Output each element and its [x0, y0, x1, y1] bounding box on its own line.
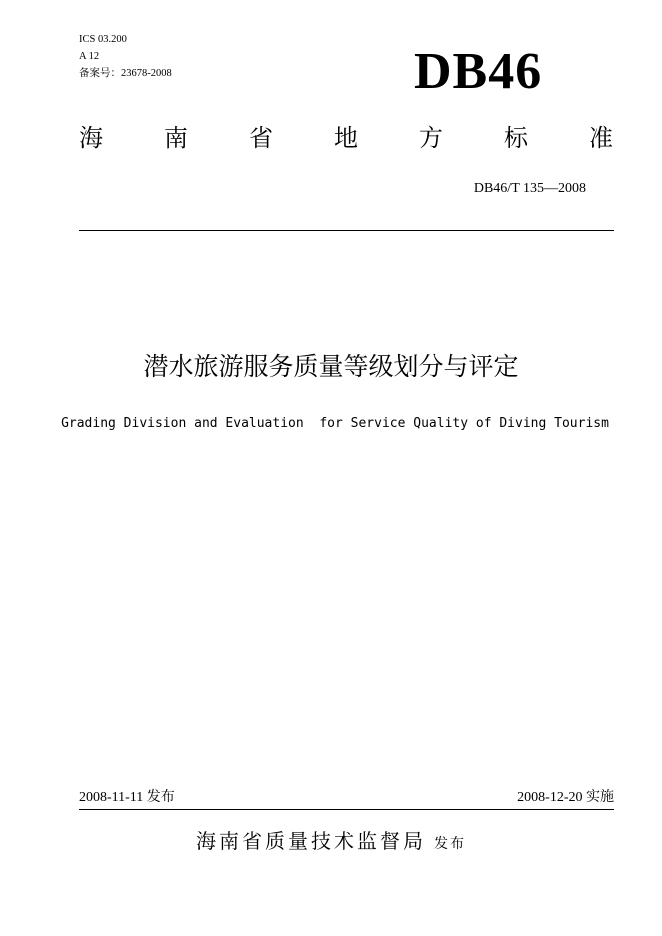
issue-date: 2008-11-11 发布: [79, 790, 175, 805]
classification-code: A 12: [79, 51, 100, 62]
standard-type-char: 地: [334, 126, 358, 152]
standard-type-char: 海: [79, 126, 103, 152]
issuer-name: 海南省质量技术监督局: [196, 829, 426, 853]
standard-type-char: 标: [504, 126, 528, 152]
standard-type-char: 省: [249, 126, 273, 152]
standard-type-heading: [79, 124, 613, 154]
db46-logo: DB46: [414, 43, 543, 100]
filing-number: 备案号：23678-2008: [79, 68, 172, 79]
title-chinese: 潜水旅游服务质量等级划分与评定: [143, 352, 519, 381]
standard-type-char: 准: [589, 126, 613, 152]
standard-type-char: 南: [164, 126, 188, 152]
ics-code: ICS 03.200: [79, 34, 127, 45]
issuer-line: [0, 826, 662, 860]
implementation-date: 2008-12-20 实施: [517, 790, 614, 805]
standard-type-char: 方: [419, 126, 443, 152]
bottom-divider: [79, 809, 614, 810]
top-divider: [79, 230, 614, 231]
issuer-suffix: 发布: [434, 837, 466, 852]
title-english: Grading Division and Evaluation for Service Quality of Diving Tourism: [61, 416, 609, 431]
standard-number: DB46/T 135—2008: [473, 181, 586, 196]
